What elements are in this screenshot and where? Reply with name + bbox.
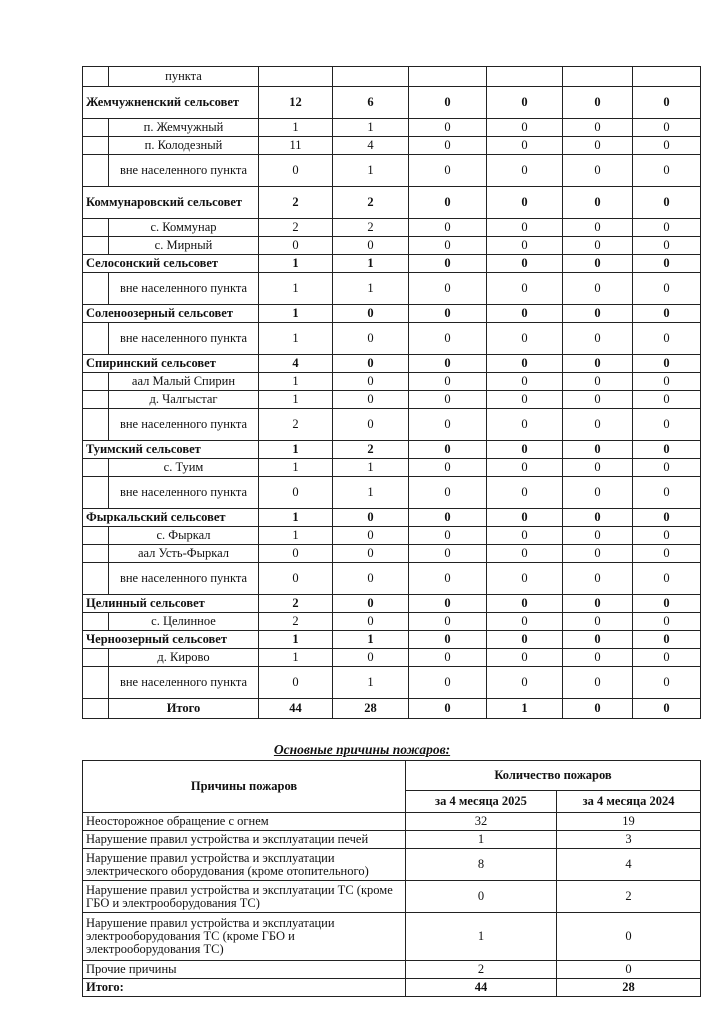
value-cell: 0 (633, 119, 701, 137)
value-cell: 1 (259, 373, 333, 391)
value-cell: 0 (409, 119, 487, 137)
value-cell: 0 (633, 137, 701, 155)
value-cell: 0 (487, 237, 563, 255)
total-row (83, 699, 701, 719)
value-cell: 0 (409, 323, 487, 355)
value-cell: 0 (259, 545, 333, 563)
indent-cell (83, 219, 109, 237)
value-cell: 0 (633, 649, 701, 667)
value-cell: 0 (409, 441, 487, 459)
value-cell: 0 (333, 373, 409, 391)
value-cell: 0 (333, 391, 409, 409)
value-cell: 1 (333, 631, 409, 649)
value-cell: 1 (333, 477, 409, 509)
value-cell: 0 (563, 409, 633, 441)
value-cell: 0 (259, 667, 333, 699)
value-cell: 0 (633, 613, 701, 631)
total-2025: 44 (406, 979, 557, 997)
value-cell: 0 (487, 87, 563, 119)
value-cell: 4 (259, 355, 333, 373)
value-cell: 0 (333, 509, 409, 527)
indent-cell (83, 391, 109, 409)
group-row (83, 255, 701, 273)
value-cell: 0 (333, 595, 409, 613)
value-cell: 1 (259, 323, 333, 355)
value-cell: 0 (633, 323, 701, 355)
table-row (83, 155, 701, 187)
value-cell: 0 (633, 477, 701, 509)
group-name: Целинный сельсовет (83, 595, 259, 613)
indent-cell (83, 649, 109, 667)
settlement-name: вне населенного пункта (109, 409, 259, 441)
value-cell: 0 (563, 137, 633, 155)
value-cell: 4 (333, 137, 409, 155)
value-cell: 0 (487, 667, 563, 699)
indent-cell (83, 527, 109, 545)
value-cell: 0 (487, 305, 563, 323)
value-cell: 2 (259, 219, 333, 237)
value-cell: 0 (563, 155, 633, 187)
indent-cell (83, 273, 109, 305)
value-cell: 0 (633, 595, 701, 613)
indent-cell (83, 155, 109, 187)
count-2025: 0 (406, 881, 557, 913)
value-cell: 0 (409, 459, 487, 477)
value-cell: 0 (563, 119, 633, 137)
value-cell: 0 (487, 187, 563, 219)
value-cell: 0 (563, 219, 633, 237)
cause-row (83, 881, 701, 913)
value-cell: 0 (487, 563, 563, 595)
value-cell: 0 (633, 545, 701, 563)
value-cell: 0 (633, 355, 701, 373)
table-row (83, 67, 701, 87)
indent-cell (83, 323, 109, 355)
value-cell: 0 (563, 187, 633, 219)
value-cell: 1 (259, 631, 333, 649)
group-name: Селосонский сельсовет (83, 255, 259, 273)
value-cell: 0 (487, 373, 563, 391)
indent-cell (83, 459, 109, 477)
cause-row (83, 813, 701, 831)
count-2025: 32 (406, 813, 557, 831)
settlement-name: вне населенного пункта (109, 563, 259, 595)
value-cell: 0 (487, 613, 563, 631)
value-cell: 0 (563, 355, 633, 373)
table-row (83, 391, 701, 409)
total-label: Итого: (83, 979, 406, 997)
value-cell: 0 (333, 237, 409, 255)
value-cell: 0 (633, 237, 701, 255)
value-cell: 0 (633, 273, 701, 305)
value-cell: 0 (333, 563, 409, 595)
value-cell: 0 (633, 509, 701, 527)
value-cell: 0 (633, 155, 701, 187)
value-cell: 0 (563, 699, 633, 719)
value-cell: 0 (409, 237, 487, 255)
count-2025: 1 (406, 831, 557, 849)
value-cell: 1 (259, 119, 333, 137)
settlement-name: вне населенного пункта (109, 667, 259, 699)
group-row (83, 355, 701, 373)
value-cell: 0 (409, 373, 487, 391)
group-row (83, 187, 701, 219)
settlement-name: с. Фыркал (109, 527, 259, 545)
table-row (83, 649, 701, 667)
settlement-name: д. Кирово (109, 649, 259, 667)
value-cell: 1 (259, 459, 333, 477)
group-name: Коммунаровский сельсовет (83, 187, 259, 219)
value-cell: 2 (259, 613, 333, 631)
value-cell: 0 (563, 595, 633, 613)
value-cell: 0 (633, 305, 701, 323)
value-cell: 0 (409, 595, 487, 613)
value-cell: 1 (259, 649, 333, 667)
value-cell: 0 (487, 649, 563, 667)
table-row (83, 237, 701, 255)
count-2024: 0 (557, 961, 701, 979)
value-cell: 0 (487, 391, 563, 409)
value-cell: 0 (409, 613, 487, 631)
settlement-name: д. Чалгыстаг (109, 391, 259, 409)
value-cell (259, 67, 333, 87)
value-cell: 0 (409, 255, 487, 273)
value-cell: 0 (409, 649, 487, 667)
indent-cell (83, 545, 109, 563)
value-cell: 0 (563, 373, 633, 391)
value-cell (563, 67, 633, 87)
table-row (83, 477, 701, 509)
value-cell: 0 (409, 87, 487, 119)
value-cell: 2 (259, 595, 333, 613)
value-cell: 0 (563, 649, 633, 667)
value-cell: 0 (409, 667, 487, 699)
table-row (83, 119, 701, 137)
indent-cell (83, 237, 109, 255)
cause-row (83, 961, 701, 979)
cause-text: Нарушение правил устройства и эксплуатации электрооборудования ТС (кроме ГБО и электрооборудования ТС) (83, 913, 406, 961)
value-cell: 0 (633, 87, 701, 119)
value-cell: 0 (563, 255, 633, 273)
value-cell: 0 (563, 545, 633, 563)
value-cell: 0 (563, 613, 633, 631)
group-row (83, 305, 701, 323)
value-cell: 0 (633, 391, 701, 409)
value-cell: 0 (487, 409, 563, 441)
group-name: Черноозерный сельсовет (83, 631, 259, 649)
cause-row (83, 849, 701, 881)
settlement-name: вне населенного пункта (109, 273, 259, 305)
group-name: Спиринский сельсовет (83, 355, 259, 373)
cause-text: Нарушение правил устройства и эксплуатации ТС (кроме ГБО и электрооборудования ТС) (83, 881, 406, 913)
value-cell: 0 (487, 219, 563, 237)
value-cell: 0 (633, 187, 701, 219)
table-row (83, 219, 701, 237)
indent-cell (83, 477, 109, 509)
settlement-name: с. Мирный (109, 237, 259, 255)
value-cell: 0 (487, 631, 563, 649)
value-cell: 0 (563, 441, 633, 459)
value-cell: 0 (633, 441, 701, 459)
value-cell: 0 (409, 563, 487, 595)
value-cell: 0 (259, 237, 333, 255)
value-cell (487, 67, 563, 87)
settlement-name: вне населенного пункта (109, 155, 259, 187)
total-2024: 28 (557, 979, 701, 997)
value-cell: 1 (487, 699, 563, 719)
table-row (83, 613, 701, 631)
value-cell: 0 (633, 255, 701, 273)
group-row (83, 631, 701, 649)
indent-cell (83, 699, 109, 719)
value-cell (333, 67, 409, 87)
indent-cell (83, 563, 109, 595)
cause-row (83, 913, 701, 961)
value-cell: 1 (259, 527, 333, 545)
value-cell: 0 (563, 509, 633, 527)
value-cell: 0 (633, 563, 701, 595)
count-2024: 0 (557, 913, 701, 961)
value-cell: 0 (333, 545, 409, 563)
value-cell: 2 (333, 187, 409, 219)
value-cell: 1 (333, 459, 409, 477)
value-cell: 1 (333, 155, 409, 187)
value-cell: 0 (409, 355, 487, 373)
settlement-name: п. Колодезный (109, 137, 259, 155)
value-cell: 2 (333, 219, 409, 237)
header-cause: Причины пожаров (83, 761, 406, 813)
cause-row (83, 831, 701, 849)
indent-cell (83, 119, 109, 137)
group-name: Фыркальский сельсовет (83, 509, 259, 527)
header-count: Количество пожаров (406, 761, 701, 791)
value-cell: 0 (633, 631, 701, 649)
cause-text: Нарушение правил устройства и эксплуатации печей (83, 831, 406, 849)
table-row (83, 323, 701, 355)
count-2024: 4 (557, 849, 701, 881)
count-2024: 19 (557, 813, 701, 831)
value-cell: 1 (259, 255, 333, 273)
value-cell: 0 (333, 323, 409, 355)
value-cell: 12 (259, 87, 333, 119)
value-cell: 1 (333, 255, 409, 273)
settlement-name: с. Коммунар (109, 219, 259, 237)
indent-cell (83, 613, 109, 631)
count-2025: 2 (406, 961, 557, 979)
value-cell: 11 (259, 137, 333, 155)
value-cell: 1 (333, 273, 409, 305)
value-cell: 0 (633, 373, 701, 391)
value-cell: 0 (487, 509, 563, 527)
settlement-name: аал Малый Спирин (109, 373, 259, 391)
value-cell: 0 (259, 563, 333, 595)
value-cell: 0 (409, 137, 487, 155)
table-row (83, 527, 701, 545)
value-cell: 0 (333, 613, 409, 631)
value-cell: 0 (487, 255, 563, 273)
group-row (83, 595, 701, 613)
value-cell: 0 (409, 409, 487, 441)
value-cell: 0 (409, 699, 487, 719)
table-row (83, 137, 701, 155)
table-row (83, 667, 701, 699)
value-cell: 0 (563, 237, 633, 255)
value-cell: 0 (487, 545, 563, 563)
value-cell: 0 (633, 459, 701, 477)
value-cell: 0 (409, 273, 487, 305)
value-cell: 0 (487, 459, 563, 477)
settlement-name: вне населенного пункта (109, 323, 259, 355)
value-cell: 0 (487, 527, 563, 545)
value-cell: 0 (487, 119, 563, 137)
group-name: Туимский сельсовет (83, 441, 259, 459)
settlement-fires-table (82, 66, 701, 719)
indent-cell (83, 373, 109, 391)
value-cell: 2 (333, 441, 409, 459)
value-cell: 0 (409, 477, 487, 509)
header-2024: за 4 месяца 2024 (557, 791, 701, 813)
value-cell: 1 (259, 441, 333, 459)
value-cell: 0 (633, 699, 701, 719)
value-cell: 1 (333, 667, 409, 699)
value-cell: 0 (409, 509, 487, 527)
value-cell: 0 (487, 155, 563, 187)
value-cell: 0 (487, 441, 563, 459)
value-cell: 0 (633, 667, 701, 699)
value-cell: 0 (333, 649, 409, 667)
table-row (83, 459, 701, 477)
value-cell: 0 (563, 563, 633, 595)
value-cell: 44 (259, 699, 333, 719)
group-name: Жемчужненский сельсовет (83, 87, 259, 119)
group-name: Соленоозерный сельсовет (83, 305, 259, 323)
indent-cell (83, 137, 109, 155)
value-cell: 0 (409, 155, 487, 187)
value-cell: 0 (563, 459, 633, 477)
value-cell: 1 (333, 119, 409, 137)
value-cell: 0 (409, 219, 487, 237)
value-cell: 0 (487, 323, 563, 355)
value-cell (633, 67, 701, 87)
value-cell: 0 (259, 155, 333, 187)
value-cell (409, 67, 487, 87)
causes-title: Основные причины пожаров: (273, 742, 451, 757)
value-cell: 0 (487, 355, 563, 373)
fire-causes-table (82, 760, 701, 997)
value-cell: 2 (259, 187, 333, 219)
cause-text: Нарушение правил устройства и эксплуатации электрического оборудования (кроме отопительного) (83, 849, 406, 881)
settlement-name: с. Целинное (109, 613, 259, 631)
value-cell: 0 (563, 87, 633, 119)
value-cell: 0 (563, 273, 633, 305)
value-cell: 0 (333, 355, 409, 373)
table-row (83, 409, 701, 441)
value-cell: 1 (259, 509, 333, 527)
value-cell: 0 (487, 137, 563, 155)
count-2025: 8 (406, 849, 557, 881)
value-cell: 0 (259, 477, 333, 509)
value-cell: 0 (563, 527, 633, 545)
value-cell: 0 (409, 631, 487, 649)
total-label: Итого (109, 699, 259, 719)
table-row (83, 373, 701, 391)
value-cell: 0 (563, 323, 633, 355)
value-cell: 28 (333, 699, 409, 719)
table-row (83, 273, 701, 305)
group-row (83, 509, 701, 527)
value-cell: 0 (487, 273, 563, 305)
value-cell: 1 (259, 273, 333, 305)
value-cell: 0 (563, 305, 633, 323)
value-cell: 0 (409, 545, 487, 563)
value-cell: 6 (333, 87, 409, 119)
value-cell: 0 (333, 527, 409, 545)
group-row (83, 441, 701, 459)
indent-cell (83, 667, 109, 699)
value-cell: 0 (633, 219, 701, 237)
value-cell: 0 (633, 409, 701, 441)
settlement-name: п. Жемчужный (109, 119, 259, 137)
count-2024: 2 (557, 881, 701, 913)
settlement-name: вне населенного пункта (109, 477, 259, 509)
value-cell: 0 (409, 527, 487, 545)
settlement-name: аал Усть-Фыркал (109, 545, 259, 563)
value-cell: 0 (487, 477, 563, 509)
header-2025: за 4 месяца 2025 (406, 791, 557, 813)
settlement-name: пункта (109, 67, 259, 87)
cause-text: Прочие причины (83, 961, 406, 979)
value-cell: 0 (409, 305, 487, 323)
indent-cell (83, 67, 109, 87)
count-2024: 3 (557, 831, 701, 849)
cause-text: Неосторожное обращение с огнем (83, 813, 406, 831)
group-row (83, 87, 701, 119)
value-cell: 0 (487, 595, 563, 613)
causes-total-row (83, 979, 701, 997)
value-cell: 0 (563, 667, 633, 699)
value-cell: 0 (409, 391, 487, 409)
value-cell: 0 (333, 409, 409, 441)
table-row (83, 545, 701, 563)
value-cell: 0 (333, 305, 409, 323)
value-cell: 1 (259, 391, 333, 409)
value-cell: 1 (259, 305, 333, 323)
indent-cell (83, 409, 109, 441)
settlement-name: с. Туим (109, 459, 259, 477)
value-cell: 2 (259, 409, 333, 441)
value-cell: 0 (563, 391, 633, 409)
value-cell: 0 (563, 477, 633, 509)
value-cell: 0 (409, 187, 487, 219)
value-cell: 0 (563, 631, 633, 649)
table-row (83, 563, 701, 595)
value-cell: 0 (633, 527, 701, 545)
count-2025: 1 (406, 913, 557, 961)
